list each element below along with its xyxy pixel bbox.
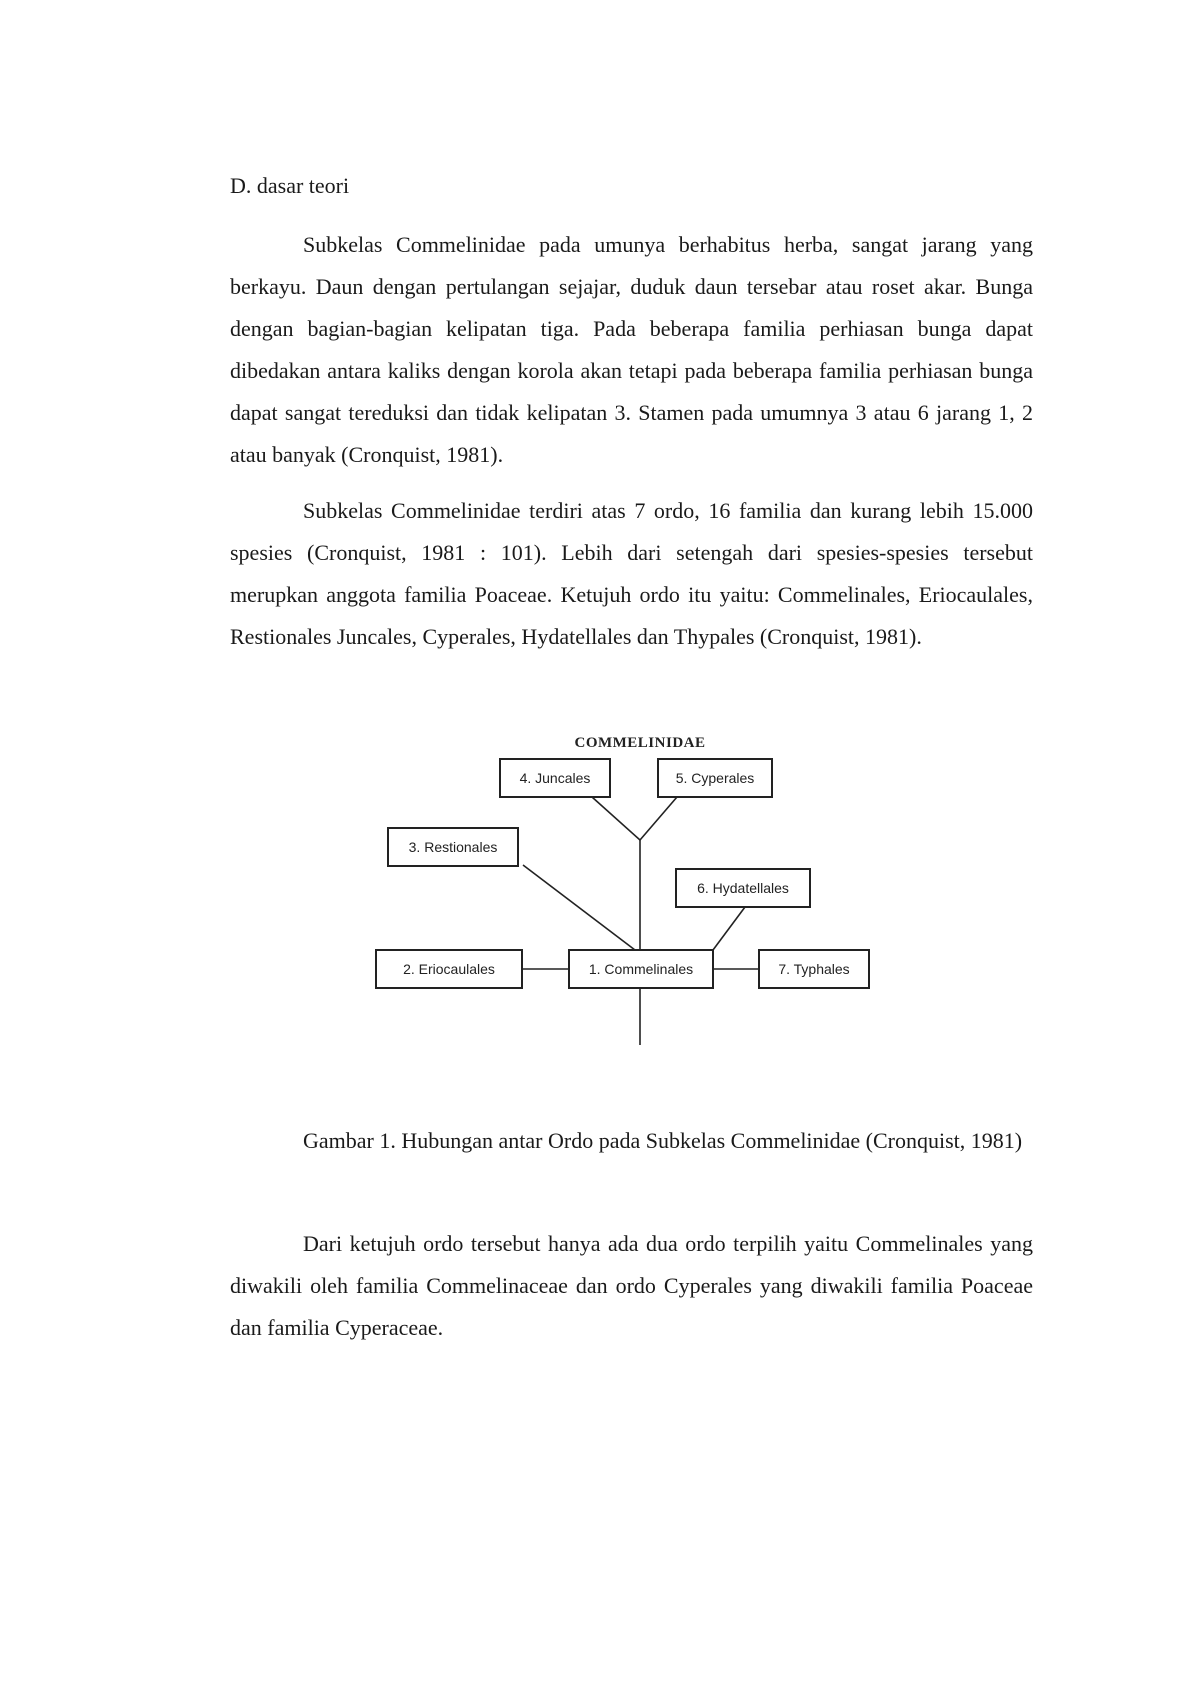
node-label-juncales: 4. Juncales bbox=[519, 770, 591, 786]
node-label-eriocaulales: 2. Eriocaulales bbox=[403, 961, 495, 977]
paragraph-ordo: Subkelas Commelinidae terdiri atas 7 ordo, 16 familia dan kurang lebih 15.000 spesies (Cronquist, 1981 : 101). Lebih dari setengah dari spesies-spesies tersebut merupkan anggota familia Poaceae. Ketujuh ordo itu yaitu: Commelinales, Eriocaulales, Restionales Juncales, Cyperales, Hydatellales dan Thypales (Cronquist, 1981). bbox=[230, 498, 1033, 649]
commelinidae-diagram bbox=[370, 725, 890, 1045]
node-cyperales bbox=[658, 759, 772, 797]
node-label-hydatellales: 6. Hydatellales bbox=[697, 880, 789, 896]
node-label-commelinales: 1. Commelinales bbox=[588, 961, 694, 977]
diagram-connectors bbox=[521, 797, 759, 1045]
node-label-restionales: 3. Restionales bbox=[408, 839, 498, 855]
node-label-typhales: 7. Typhales bbox=[778, 961, 850, 977]
node-label-cyperales: 5. Cyperales bbox=[675, 770, 755, 786]
node-restionales bbox=[388, 828, 518, 866]
node-hydatellales bbox=[676, 869, 810, 907]
link-restionales bbox=[523, 865, 635, 950]
link-hydatellales bbox=[713, 907, 745, 950]
node-typhales bbox=[759, 950, 869, 988]
node-juncales bbox=[500, 759, 610, 797]
paragraph-habitus: Subkelas Commelinidae pada umunya berhabitus herba, sangat jarang yang berkayu. Daun dengan pertulangan sejajar, duduk daun tersebar atau roset akar. Bunga dengan bagian-bagian kelipatan tiga. Pada beberapa familia perhiasan bunga dapat dibedakan antara kaliks dengan korola akan tetapi pada beberapa familia perhiasan bunga dapat sangat tereduksi dan tidak kelipatan 3. Stamen pada umumnya 3 atau 6 jarang 1, 2 atau banyak (Cronquist, 1981). bbox=[230, 232, 1033, 467]
node-eriocaulales bbox=[376, 950, 522, 988]
link-cyperales bbox=[640, 797, 677, 840]
paragraph-terpilih: Dari ketujuh ordo tersebut hanya ada dua ordo terpilih yaitu Commelinales yang diwakili oleh familia Commelinaceae dan ordo Cyperales yang diwakili familia Poaceae dan familia Cyperaceae. bbox=[230, 1231, 1033, 1340]
node-commelinales bbox=[569, 950, 713, 988]
figure-caption: Gambar 1. Hubungan antar Ordo pada Subkelas Commelinidae (Cronquist, 1981) bbox=[303, 1128, 1023, 1153]
section-heading: D. dasar teori bbox=[230, 173, 350, 198]
link-juncales bbox=[592, 797, 640, 840]
diagram-title: COMMELINIDAE bbox=[574, 735, 706, 751]
